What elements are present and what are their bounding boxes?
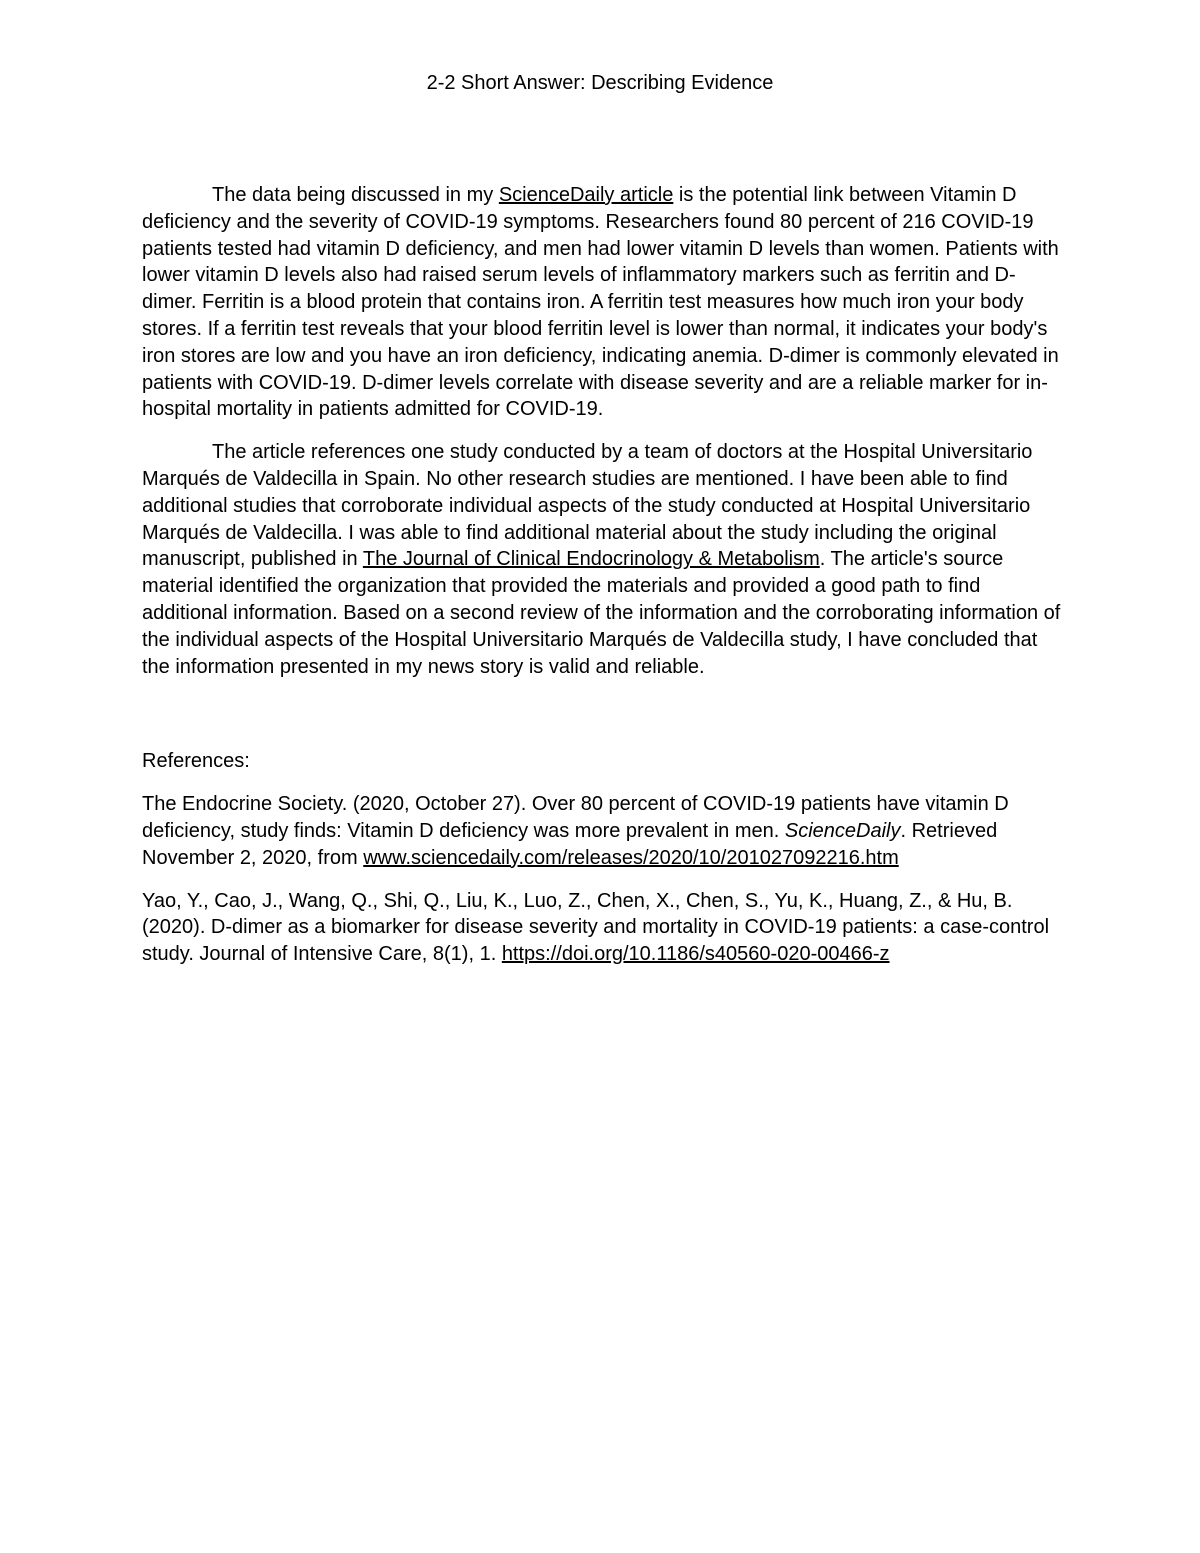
paragraph-1-text-start: The data being discussed in my (212, 184, 499, 206)
references-heading: References: (142, 750, 250, 773)
paragraph-1 (142, 182, 1062, 423)
reference-1-text: The Endocrine Society. (2020, October 27). Over 80 percent of COVID-19 patients have vitamin D deficiency, study finds: Vitamin D deficiency was more prevalent in men. (142, 793, 1009, 842)
reference-2-text: Yao, Y., Cao, J., Wang, Q., Shi, Q., Liu, K., Luo, Z., Chen, X., Chen, S., Yu, K., Huang, Z., & Hu, B. (2020). D-dimer as a biomarker for disease severity and mortality in COVID-19 patients: a case-control study. Journal of Intensive Care, 8(1), 1. (142, 889, 1050, 966)
sciencedaily-article-link[interactable]: ScienceDaily article (498, 184, 674, 206)
reference-2 (142, 888, 1062, 968)
paragraph-2-text-end: . The article's source material identified the organization that provided the materials and provided a good path to find additional information. Based on a second review of the information and the corroborating information of the individual aspects of the Hospital Universitario Marqués de Valdecilla study, I have concluded that the information presented in my news story is valid and reliable. (142, 548, 1061, 678)
paragraph-2-text-start: The article references one study conducted by a team of doctors at the Hospital Universitario Marqués de Valdecilla in Spain. No other research studies are mentioned. I have been able to find additional studies that corroborate individual aspects of the study conducted at Hospital Universitario Marqués de Valdecilla. I was able to find additional material about the study including the original manuscript, published in (142, 441, 1033, 571)
reference-1-link[interactable]: www.sciencedaily.com/releases/2020/10/201027092216.htm (363, 846, 899, 869)
reference-1-source: ScienceDaily (784, 819, 901, 842)
journal-link[interactable]: The Journal of Clinical Endocrinology & Metabolism (362, 548, 820, 571)
reference-1 (142, 791, 1062, 871)
reference-1-retrieved: . Retrieved November 2, 2020, from (142, 819, 998, 869)
document-body (142, 182, 1062, 984)
spacer (142, 696, 1062, 748)
document-title: 2-2 Short Answer: Describing Evidence (426, 72, 774, 94)
paragraph-2 (142, 439, 1062, 680)
reference-2-doi-link[interactable]: https://doi.org/10.1186/s40560-020-00466-z (501, 943, 890, 966)
paragraph-1-text-end: is the potential link between Vitamin D deficiency and the severity of COVID-19 symptoms. Researchers found 80 percent of 216 COVID-19 patients tested had vitamin D deficiency, and men had lower vitamin D levels than women. Patients with lower vitamin D levels also had raised serum levels of inflammatory markers such as ferritin and D-dimer. Ferritin is a blood protein that contains iron. A ferritin test measures how much iron your body stores. If a ferritin test reveals that your blood ferritin level is lower than normal, it indicates your body's iron stores are low and you have an iron deficiency, indicating anemia. D-dimer is commonly elevated in patients with COVID-19. D-dimer levels correlate with disease severity and are a reliable marker for in-hospital mortality in patients admitted for COVID-19. (142, 184, 1059, 421)
